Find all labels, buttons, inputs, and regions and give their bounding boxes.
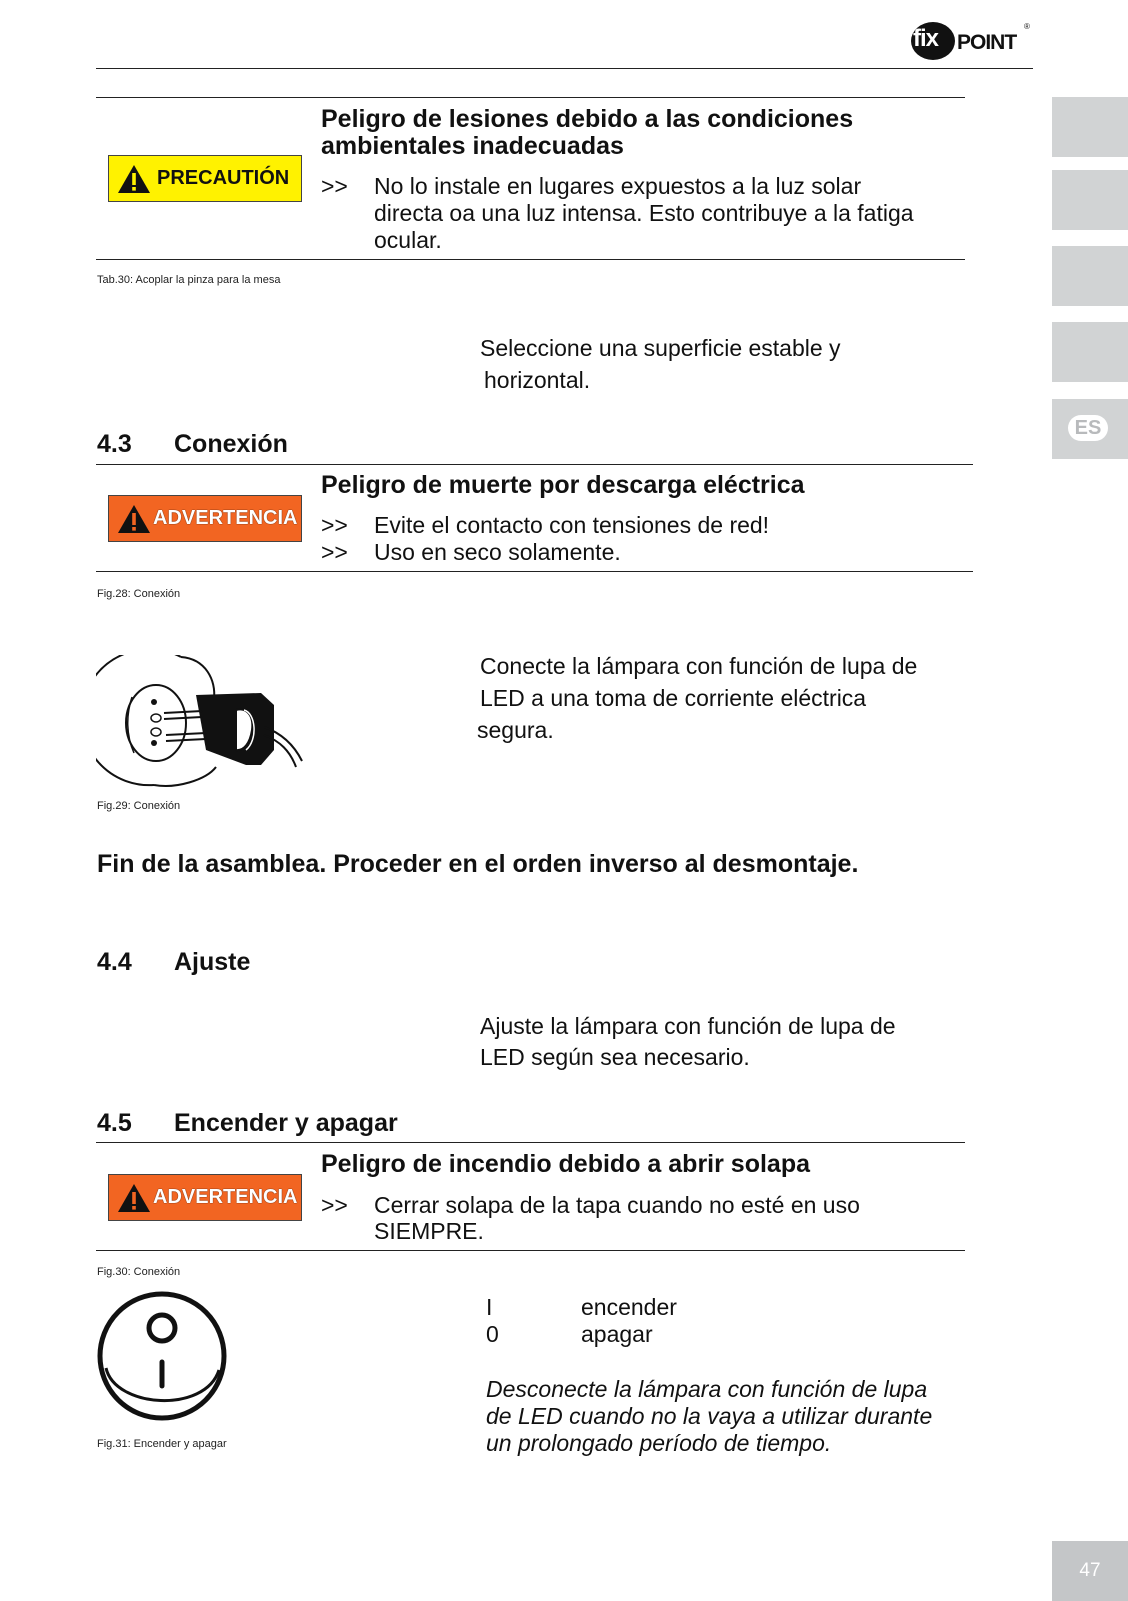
disconnect-note-line2: de LED cuando no la vaya a utilizar durante	[486, 1403, 933, 1429]
advertencia-label-2	[108, 1174, 302, 1221]
warning2-top-rule	[96, 464, 973, 465]
bullet-marker: >>	[321, 173, 348, 199]
switch-on-symbol: I	[486, 1294, 493, 1320]
stable-surface-text-line1: Seleccione una superficie estable y	[480, 335, 841, 361]
fig29-caption: Fig.29: Conexión	[97, 800, 181, 812]
warning-triangle-icon	[117, 1183, 151, 1213]
precaution-label-text: PRECAUTIÓN	[157, 167, 290, 189]
warning2-bullet2: Uso en seco solamente.	[374, 539, 621, 565]
fig28-caption: Fig.28: Conexión	[97, 588, 181, 600]
section-4-3-number: 4.3	[97, 430, 132, 458]
section-4-3-title: Conexión	[174, 430, 288, 458]
adjust-text-line2: LED según sea necesario.	[480, 1044, 750, 1070]
fixpoint-logo	[911, 22, 1033, 60]
connect-text-line3: segura.	[477, 717, 554, 743]
warning3-bullet-line2: SIEMPRE.	[374, 1218, 484, 1244]
disconnect-note-line3: un prolongado período de tiempo.	[486, 1430, 832, 1456]
advertencia-label-text: ADVERTENCIA	[153, 507, 298, 529]
warning1-top-rule	[96, 97, 965, 98]
section-4-4-title: Ajuste	[174, 948, 251, 976]
side-tab-es[interactable]	[1052, 399, 1128, 459]
tab30-caption: Tab.30: Acoplar la pinza para la mesa	[97, 274, 281, 286]
disconnect-note-line1: Desconecte la lámpara con función de lupa	[486, 1376, 928, 1402]
plug-socket-illustration	[96, 655, 306, 790]
logo-registered-mark: ®	[1024, 22, 1030, 31]
warning1-title-line1: Peligro de lesiones debido a las condiciones	[321, 105, 854, 133]
warning3-bottom-rule	[96, 1250, 965, 1251]
side-tab-1[interactable]	[1052, 97, 1128, 157]
bullet-marker: >>	[321, 539, 348, 565]
switch-on-label: encender	[581, 1294, 677, 1320]
precaution-label	[108, 155, 302, 202]
bullet-marker: >>	[321, 512, 348, 538]
warning3-bullet-line1: Cerrar solapa de la tapa cuando no esté en uso	[374, 1192, 860, 1218]
advertencia-label-text: ADVERTENCIA	[153, 1186, 298, 1208]
warning1-bullet-line2: directa oa una luz intensa. Esto contribuye a la fatiga	[374, 200, 914, 226]
section-4-5-title: Encender y apagar	[174, 1109, 398, 1137]
warning2-bullets	[321, 512, 961, 566]
fig30-caption: Fig.30: Conexión	[97, 1266, 181, 1278]
stable-surface-text-line2: horizontal.	[484, 367, 591, 393]
warning2-bullet1: Evite el contacto con tensiones de red!	[374, 512, 770, 538]
switch-off-symbol: 0	[486, 1321, 499, 1347]
section-4-4-number: 4.4	[97, 948, 132, 976]
advertencia-label-1	[108, 495, 302, 542]
side-tab-2[interactable]	[1052, 170, 1128, 230]
section-4-5-number: 4.5	[97, 1109, 132, 1137]
page-number: 47	[1052, 1541, 1128, 1601]
warning-triangle-icon	[117, 504, 151, 534]
end-assembly-heading: Fin de la asamblea. Proceder en el orden inverso al desmontaje.	[97, 850, 859, 878]
warning1-title-line2: ambientales inadecuadas	[321, 132, 624, 160]
warning2-title: Peligro de muerte por descarga eléctrica	[321, 471, 805, 499]
warning1-bullet	[321, 173, 961, 257]
warning1-bullet-line3: ocular.	[374, 227, 442, 253]
connect-text-line1: Conecte la lámpara con función de lupa de	[480, 653, 918, 679]
warning1-bullet-line1: No lo instale en lugares expuestos a la luz solar	[374, 173, 862, 199]
warning-triangle-icon	[117, 164, 151, 194]
language-es-badge: ES	[1068, 415, 1108, 441]
warning3-title: Peligro de incendio debido a abrir solapa	[321, 1150, 810, 1178]
logo-fix-text: fix	[913, 25, 939, 52]
warning1-bottom-rule	[96, 259, 965, 260]
switch-off-label: apagar	[581, 1321, 653, 1347]
connect-text-line2: LED a una toma de corriente eléctrica	[480, 685, 867, 711]
warning3-top-rule	[96, 1142, 965, 1143]
warning2-bottom-rule	[96, 571, 973, 572]
side-tab-3[interactable]	[1052, 246, 1128, 306]
fig31-caption: Fig.31: Encender y apagar	[97, 1438, 227, 1450]
bullet-marker: >>	[321, 1192, 348, 1218]
power-switch-icon	[95, 1290, 231, 1426]
side-tab-4[interactable]	[1052, 322, 1128, 382]
adjust-text-line1: Ajuste la lámpara con función de lupa de	[480, 1013, 896, 1039]
warning3-bullet	[321, 1192, 961, 1246]
logo-point-text: POINT	[957, 31, 1017, 54]
header-divider	[96, 68, 1033, 69]
